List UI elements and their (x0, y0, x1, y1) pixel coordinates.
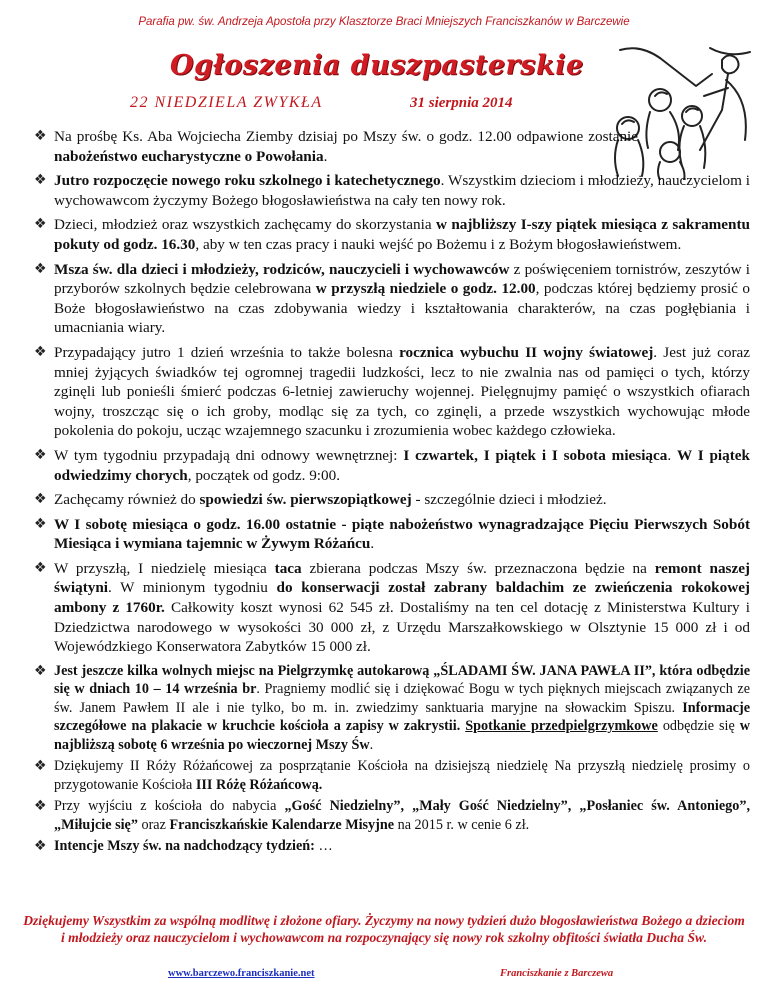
announcement-text: nabożeństwo eucharystyczne o Powołania (54, 147, 324, 165)
announcement-text: Zachęcamy również do (54, 491, 200, 509)
announcement-text: spowiedzi św. pierwszopiątkowej (199, 491, 412, 509)
announcement-text: Przypadający jutro 1 dzień września to także bolesna (54, 343, 400, 361)
announcement-text: w najbliższy I-szy piątek miesiąca z sakramentu pokuty od godz. 16.30 (54, 216, 751, 253)
announcement-text: . W minionym tygodniu (108, 579, 277, 597)
announcement-text: w najbliższą sobotę 6 września po wieczornej Mszy Św (54, 718, 751, 753)
signature: Franciszkanie z Barczewa (500, 968, 614, 979)
announcement-text: w przyszłą niedziele o godz. 12.00 (315, 280, 536, 298)
announcement-text: , początek od godz. 9:00. (187, 466, 340, 484)
announcement-text: z poświęceniem tornistrów, zeszytów i przyborów szkolnych będzie celebrowana (54, 260, 750, 298)
website-link[interactable]: www.barczewo.franciszkanie.net (168, 968, 315, 979)
announcement-item (34, 446, 750, 485)
announcement-text: III Różę Różańcową. (195, 776, 323, 793)
announcement-text: W przyszłą, I niedzielę miesiąca (54, 559, 275, 577)
announcement-text: , podczas której będziemy prosić o Boże błogosławieństwo na czas zdobywania wiedzy i kształtowania charakterów, na czas pogłębiania i umacniania wiary. (54, 280, 751, 337)
announcement-item (34, 127, 638, 166)
announcement-item (34, 662, 750, 755)
announcement-text: Intencje Mszy św. na nadchodzący tydzień: (54, 838, 315, 855)
closing-message: Dziękujemy Wszystkim za wspólną modlitwę i złożone ofiary. Życzymy na nowy tydzień dużo błogosławieństwa Bożego a dzieciom i młodzieży oraz nauczycielom i wychowawcom na rozpoczynający się nowy rok szkolny obfitości światła Ducha Św. (23, 913, 745, 945)
announcement-text: , aby w ten czas pracy i nauki wejść po Bożemu i z Bożym błogosławieństwem. (195, 235, 682, 253)
announcement-text: taca (274, 559, 302, 577)
announcement-item (34, 757, 750, 794)
announcement-text: . (370, 535, 375, 553)
parish-header: Parafia pw. św. Andrzeja Apostoła przy Klasztorze Braci Mniejszych Franciszkanów w Barczewie (138, 16, 630, 28)
announcement-text: Franciszkańskie Kalendarze Misyjne (169, 816, 395, 833)
announcement-item (34, 837, 750, 856)
announcement-text: . Wszystkim dzieciom i młodzieży, nauczycielom i wychowawcom życzymy Bożego błogosławieństwa na cały ten nowy rok. (54, 172, 750, 209)
announcement-text: Dzieci, młodzież oraz wszystkich zachęcamy do skorzystania (54, 216, 436, 234)
announcement-text: . Jest już coraz mniej żyjących świadków tej ogromnej tragedii ludzkości, lecz to nie zwalnia nas od pamięci o tych, którzy zginęli lub ponieśli śmierć podczas 6-letniej zawieruchy wojennej. Pielęgnujmy pamięć o wszystkich ofiarach wojny, troszcząc się o ich groby, modląc się za tych, co zginęli, a przede wszystkich wychowując młode pokolenia do pokoju, ucząc wzajemnego szacunku i zrozumienia wobec każdego człowieka. (54, 343, 750, 440)
announcement-text: - szczególnie dzieci i młodzież. (411, 491, 607, 509)
announcement-item (34, 260, 750, 338)
announcement-item (34, 215, 750, 254)
announcement-text: … (314, 838, 333, 855)
bulletin-date: 31 sierpnia 2014 (410, 95, 513, 111)
announcement-text: remont naszej świątyni (54, 559, 750, 597)
announcement-text: rocznica wybuchu II wojny światowej (399, 343, 654, 361)
announcement-text: Jest jeszcze kilka wolnych miejsc na Pielgrzymkę autokarową „ŚLADAMI ŚW. JANA PAWŁA II”, która odbędzie się w dniach 10 – 14 września br (54, 662, 750, 698)
announcement-text: W I piątek odwiedzimy chorych (54, 446, 750, 484)
announcement-text: . (323, 147, 328, 165)
page-title: Ogłoszenia duszpasterskie (170, 50, 584, 81)
announcement-text: oraz (137, 816, 170, 833)
announcement-text: . (667, 446, 677, 464)
announcement-text: Spotkanie przedpielgrzymkowe (465, 718, 658, 735)
announcement-item (34, 343, 750, 441)
announcement-text: Przy wyjściu z kościoła do nabycia (54, 798, 285, 815)
announcement-text: „Gość Niedzielny”, „Mały Gość Niedzielny”, „Posłaniec św. Antoniego”, „Miłujcie się” (54, 798, 750, 833)
liturgical-sunday: 22 NIEDZIELA ZWYKŁA (130, 94, 323, 111)
announcement-list (34, 127, 750, 859)
announcement-item (34, 797, 750, 834)
announcement-item (34, 559, 750, 657)
announcement-item (34, 515, 750, 554)
announcement-item (34, 490, 750, 510)
announcement-text: I czwartek, I piątek i I sobota miesiąca (403, 446, 668, 464)
announcement-text: . (369, 736, 374, 753)
announcement-text: Na prośbę Ks. Aba Wojciecha Ziemby dzisiaj po Mszy św. o godz. 12.00 odpawione zostanie (54, 128, 638, 145)
announcement-text: do konserwacji został zabrany baldachim ze zwieńczenia rokokowej ambony z 1760r. (54, 579, 750, 617)
announcement-text: Informacje szczegółowe na plakacie w kruchcie kościoła a zapisy w zakrystii. (54, 699, 750, 735)
announcement-item (34, 171, 750, 210)
announcement-text: . Pragniemy modlić się i dziękować Bogu w tych pięknych miejscach związanych ze św. Janem Pawłem II ale i nie tylko, bo m. in. zwiedzimy sanktuaria maryjne na słowackim Spiszu. (54, 681, 750, 716)
announcement-text: Jutro rozpoczęcie nowego roku szkolnego i katechetycznego (54, 172, 441, 190)
announcement-text: odbędzie się (657, 718, 740, 735)
announcement-text: na 2015 r. w cenie 6 zł. (394, 816, 530, 833)
announcement-text: Całkowity koszt wynosi 62 545 zł. Dostaliśmy na ten cel dotację z Ministerstwa Kultury i Dziedzictwa narodowego w wysokości 30 000 zł, z Urzędu Marszałkowskiego w Olsztynie 15 000 zł i od Wojewódzkiego Konserwatora Zabytków 15 000 zł. (54, 599, 750, 656)
announcement-text: Msza św. dla dzieci i młodzieży, rodziców, nauczycieli i wychowawców (54, 260, 510, 278)
announcement-text: W tym tygodniu przypadają dni odnowy wewnętrznej: (54, 446, 404, 464)
announcement-text: zbierana podczas Mszy św. przeznaczona będzie na (301, 559, 655, 577)
announcement-text: Dziękujemy II Róży Różańcowej za posprzątanie Kościoła na dzisiejszą niedzielę Na przyszłą niedzielę prosimy o przygotowanie Kościoła (54, 758, 750, 793)
announcement-text: W I sobotę miesiąca o godz. 16.00 ostatnie - piąte nabożeństwo wynagradzające Pięciu Pierwszych Sobót Miesiąca i wymiana tajemnic w Żywym Różańcu (54, 515, 750, 553)
